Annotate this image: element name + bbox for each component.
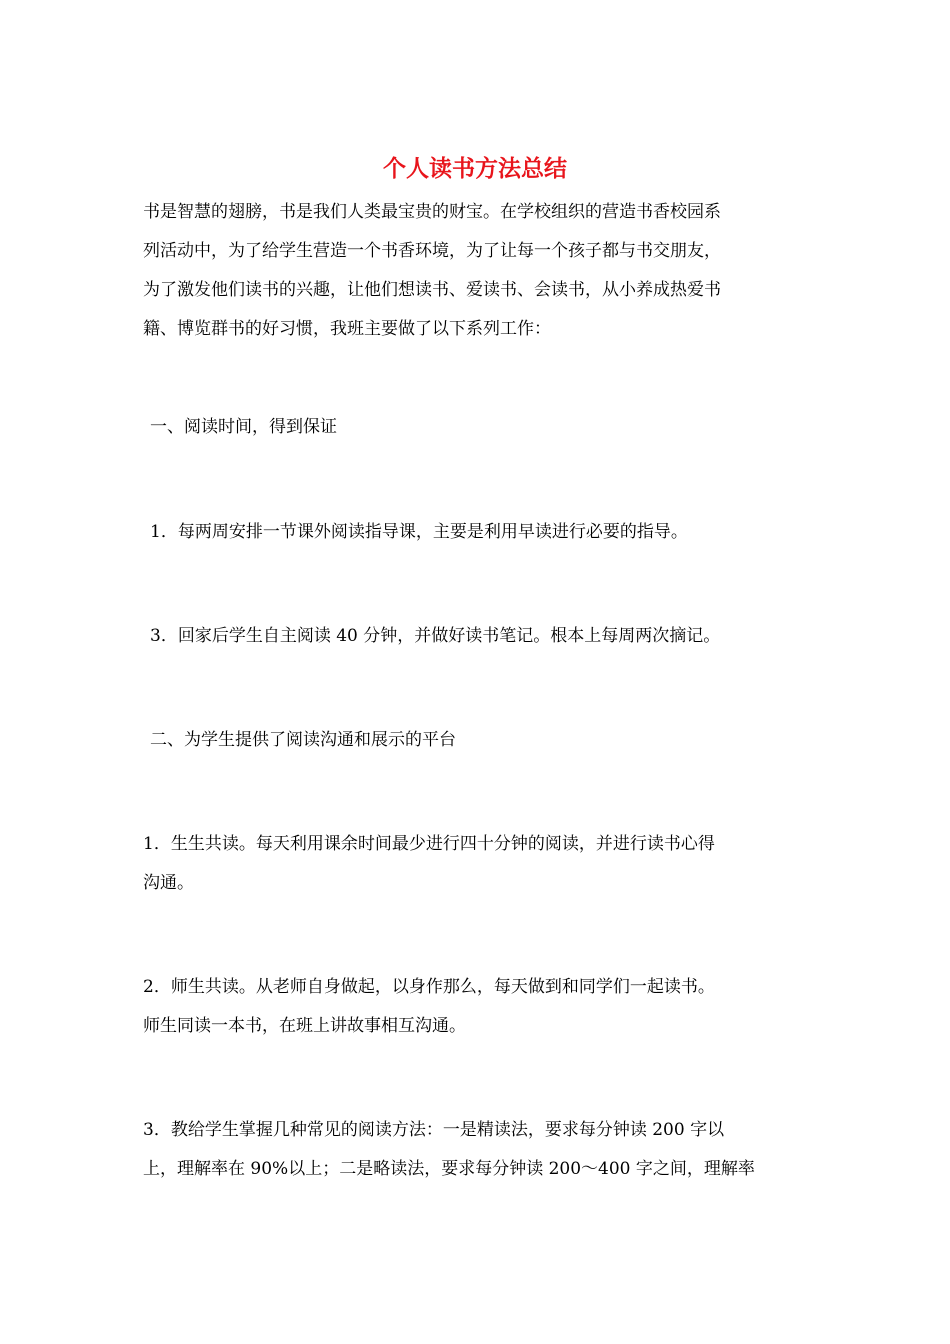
section1-item1: 1．每两周安排一节课外阅读指导课，主要是利用早读进行必要的指导。 (150, 522, 688, 542)
section1-heading: 一、阅读时间，得到保证 (150, 417, 337, 437)
section2-item1 (143, 825, 805, 903)
section2-item3 (143, 1111, 805, 1189)
paragraph-line: 1．生生共读。每天利用课余时间最少进行四十分钟的阅读，并进行读书心得 (143, 834, 715, 854)
intro-line: 列活动中，为了给学生营造一个书香环境，为了让每一个孩子都与书交朋友， (143, 241, 721, 261)
paragraph-line: 沟通。 (143, 873, 194, 893)
paragraph-line: 2．师生共读。从老师自身做起，以身作那么，每天做到和同学们一起读书。 (143, 977, 715, 997)
intro-line: 书是智慧的翅膀，书是我们人类最宝贵的财宝。在学校组织的营造书香校园系 (143, 202, 721, 222)
intro-line: 籍、博览群书的好习惯，我班主要做了以下系列工作： (143, 319, 551, 339)
document-title: 个人读书方法总结 (383, 155, 567, 182)
paragraph-line: 上，理解率在 90%以上；二是略读法，要求每分钟读 200～400 字之间，理解率 (143, 1159, 755, 1179)
intro-paragraph (143, 193, 805, 349)
section1-item3: 3．回家后学生自主阅读 40 分钟，并做好读书笔记。根本上每周两次摘记。 (150, 626, 721, 646)
section2-heading: 二、为学生提供了阅读沟通和展示的平台 (150, 730, 456, 750)
section2-item2 (143, 968, 805, 1046)
intro-line: 为了激发他们读书的兴趣，让他们想读书、爱读书、会读书，从小养成热爱书 (143, 280, 721, 300)
paragraph-line: 3．教给学生掌握几种常见的阅读方法：一是精读法，要求每分钟读 200 字以 (143, 1120, 725, 1140)
paragraph-line: 师生同读一本书，在班上讲故事相互沟通。 (143, 1016, 466, 1036)
